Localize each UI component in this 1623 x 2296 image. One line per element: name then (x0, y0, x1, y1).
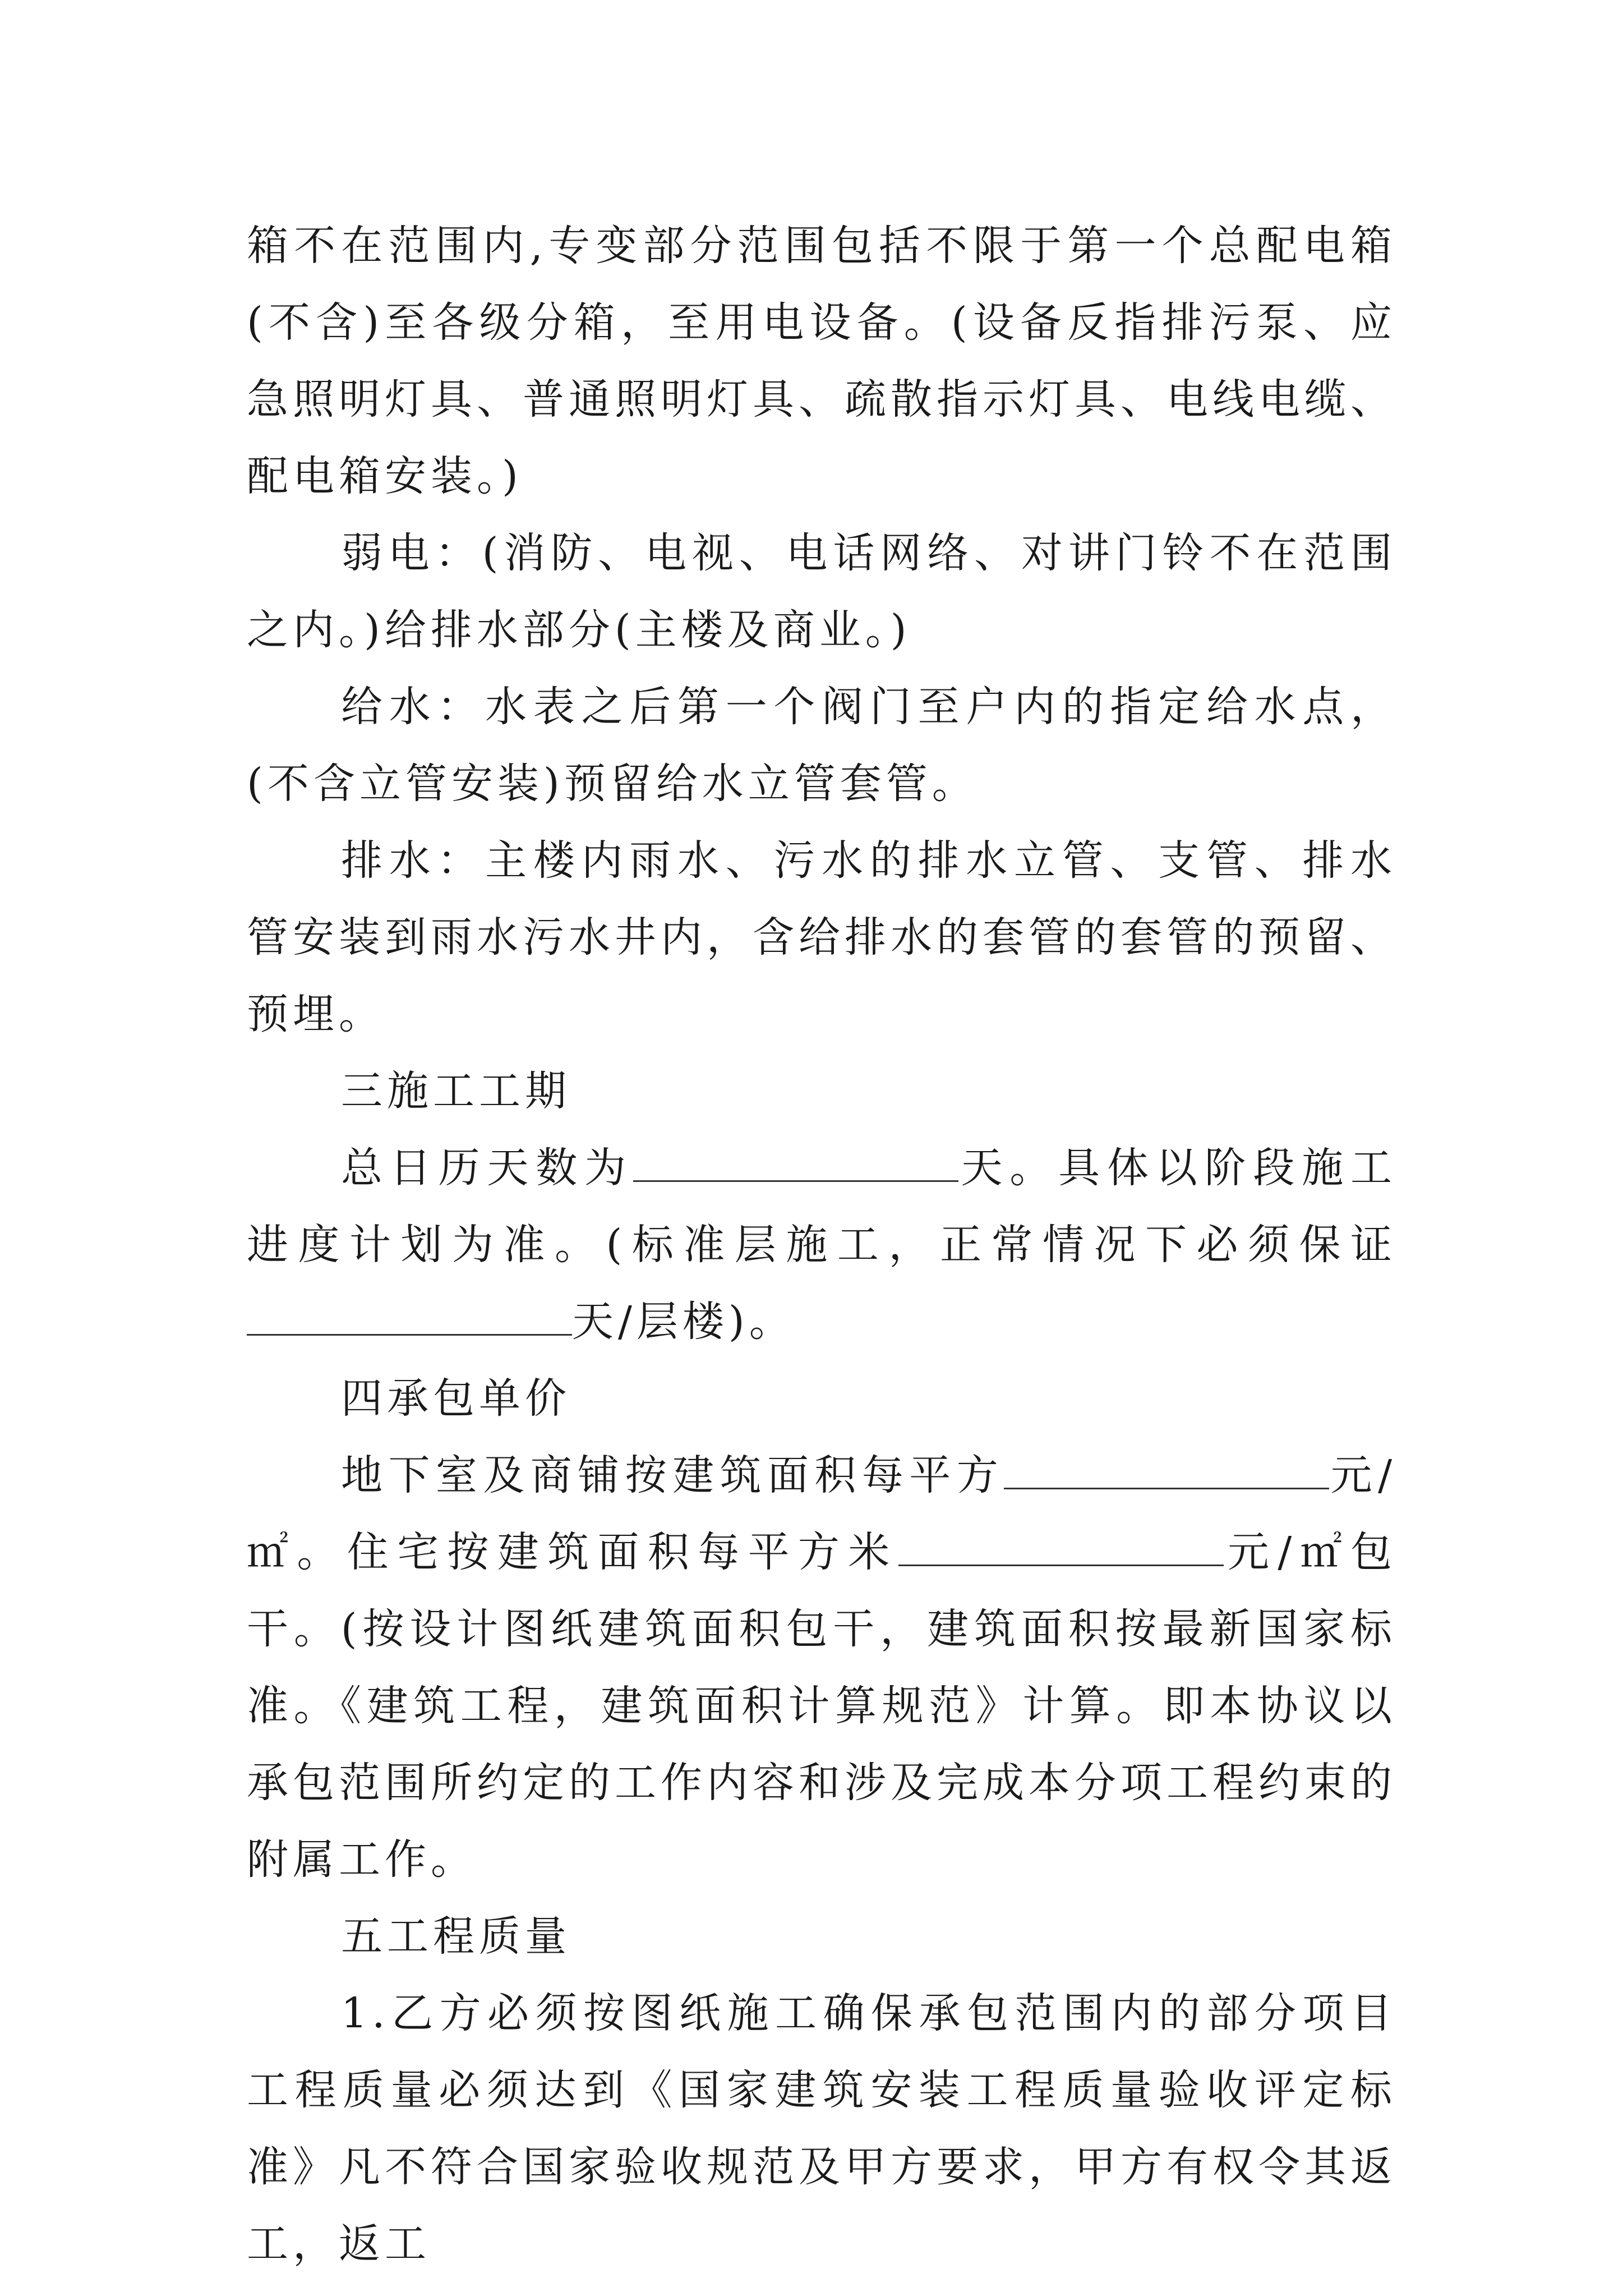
basement-price-blank (1004, 1448, 1329, 1489)
paragraph-weak-current: 弱电：(消防、电视、电话网络、对讲门铃不在范围之内。)给排水部分(主楼及商业。) (247, 529, 1396, 654)
price-text-end: 元/㎡包干。(按设计图纸建筑面积包干，建筑面积按最新国家标准。《建筑工程，建筑面积计算规范》计算。即本协议以承包范围所约定的工作内容和涉及完成本分项工程约束的附属工作。 (247, 1528, 1396, 1884)
days-per-floor-blank (247, 1295, 572, 1336)
price-text-middle: 元/㎡。住宅按建筑面积每平方米 (247, 1451, 1397, 1576)
section-heading-quality: 五工程质量 (341, 1912, 571, 1961)
document-body (247, 208, 1396, 2283)
paragraph-quality-1: 1.乙方必须按图纸施工确保承包范围内的部分项目工程质量必须达到《国家建筑安装工程质量验收评定标准》凡不符合国家验收规范及甲方要求，甲方有权令其返工，返工 (247, 1989, 1396, 2268)
paragraph-power-scope: 箱不在范围内,专变部分范围包括不限于第一个总配电箱(不含)至各级分箱，至用电设备。(设备反指排污泵、应急照明灯具、普通照明灯具、疏散指示灯具、电线电缆、配电箱安装。) (247, 222, 1396, 500)
schedule-text-end: 天/层楼)。 (572, 1297, 795, 1346)
section-heading-schedule: 三施工工期 (341, 1067, 571, 1115)
paragraph-water-supply: 给水：水表之后第一个阀门至户内的指定给水点，(不含立管安装)预留给水立管套管。 (247, 683, 1396, 808)
total-days-blank (633, 1141, 958, 1182)
paragraph-unit-price (247, 1437, 1396, 1898)
schedule-text-middle: 天。具体以阶段施工进度计划为准。(标准层施工，正常情况下必须保证 (247, 1144, 1397, 1269)
schedule-text-start: 总日历天数为 (341, 1144, 633, 1192)
section-heading-unit-price: 四承包单价 (341, 1374, 571, 1423)
price-text-start: 地下室及商铺按建筑面积每平方 (341, 1451, 1004, 1499)
paragraph-schedule (247, 1130, 1396, 1360)
residential-price-blank (898, 1525, 1224, 1566)
paragraph-drainage: 排水：主楼内雨水、污水的排水立管、支管、排水管安装到雨水污水井内，含给排水的套管的套管的预留、预埋。 (247, 836, 1396, 1038)
